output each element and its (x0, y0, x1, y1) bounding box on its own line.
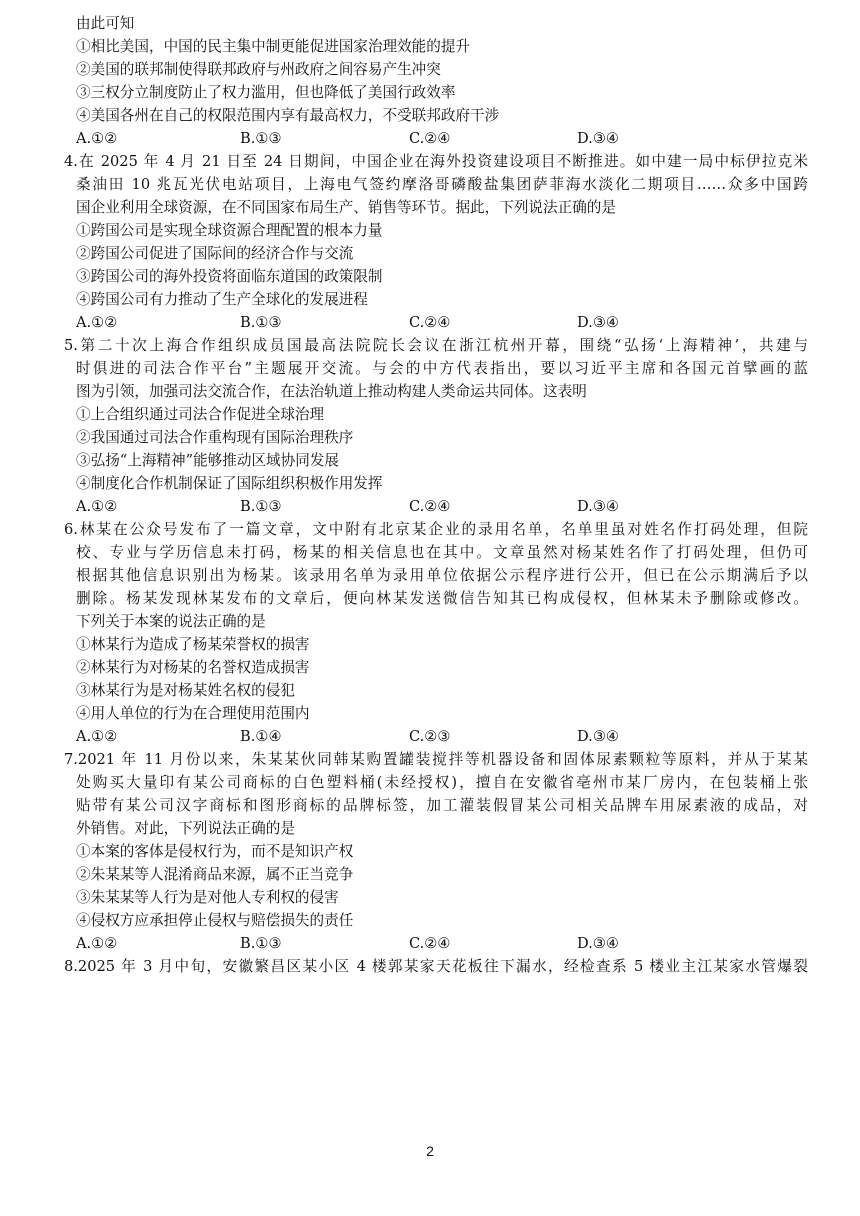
question-6-stem-line: 校、专业与学历信息未打码，杨某的相关信息也在其中。文章虽然对杨某姓名作了打码处理，但仍可 (76, 544, 808, 561)
question-6-item: ②林某行为对杨某的名誉权造成损害 (76, 659, 310, 676)
question-4-stem-line: 桑油田 10 兆瓦光伏电站项目，上海电气签约摩洛哥磷酸盐集团萨菲海水淡化二期项目……众多中国跨 (76, 176, 808, 193)
option-b[interactable]: B.①③ (240, 314, 282, 331)
option-c[interactable]: C.②④ (409, 314, 451, 331)
question-4 (64, 150, 808, 334)
question-4-item: ②跨国公司促进了国际间的经济合作与交流 (76, 245, 354, 262)
option-a[interactable]: A.①② (76, 498, 118, 515)
question-3-intro: 由此可知 (76, 15, 135, 32)
question-7-item: ③朱某某等人行为是对他人专利权的侵害 (76, 889, 339, 906)
question-5-stem-line: 图为引领，加强司法交流合作，在法治轨道上推动构建人类命运共同体。这表明 (76, 383, 587, 400)
question-5-item: ①上合组织通过司法合作促进全球治理 (76, 406, 325, 423)
question-8-stem-line: 8.2025 年 3 月中旬，安徽繁昌区某小区 4 楼郭某家天花板往下漏水，经检查系 5 楼业主江某家水管爆裂 (64, 958, 808, 975)
question-6-item: ④用人单位的行为在合理使用范围内 (76, 705, 310, 722)
question-4-item: ④跨国公司有力推动了生产全球化的发展进程 (76, 291, 368, 308)
page-content (64, 12, 808, 978)
question-8 (64, 955, 808, 978)
option-a[interactable]: A.①② (76, 130, 118, 147)
question-5-stem-line: 时俱进的司法合作平台”主题展开交流。与会的中方代表指出，要以习近平主席和各国元首擘画的蓝 (76, 360, 808, 377)
option-a[interactable]: A.①② (76, 935, 118, 952)
question-7-item: ④侵权方应承担停止侵权与赔偿损失的责任 (76, 912, 354, 929)
question-7-options (64, 932, 808, 955)
option-b[interactable]: B.①④ (240, 728, 282, 745)
option-c[interactable]: C.②④ (409, 935, 451, 952)
option-d[interactable]: D.③④ (577, 314, 619, 331)
option-d[interactable]: D.③④ (577, 130, 619, 147)
option-a[interactable]: A.①② (76, 728, 118, 745)
question-5 (64, 334, 808, 518)
question-7-stem-line: 7.2021 年 11 月份以来，朱某某伙同韩某购置罐装搅拌等机器设备和固体尿素颗粒等原料，并从于某某 (64, 751, 808, 768)
option-b[interactable]: B.①③ (240, 130, 282, 147)
question-6-stem-line: 删除。杨某发现林某发布的文章后，便向林某发送微信告知其已构成侵权，但林某未予删除或修改。 (76, 590, 808, 607)
option-d[interactable]: D.③④ (577, 498, 619, 515)
question-4-item: ③跨国公司的海外投资将面临东道国的政策限制 (76, 268, 383, 285)
question-7-item: ①本案的客体是侵权行为，而不是知识产权 (76, 843, 354, 860)
option-b[interactable]: B.①③ (240, 935, 282, 952)
question-7-item: ②朱某某等人混淆商品来源，属不正当竞争 (76, 866, 354, 883)
option-a[interactable]: A.①② (76, 314, 118, 331)
question-3-options (64, 127, 808, 150)
question-5-item: ③弘扬“上海精神”能够推动区域协同发展 (76, 452, 340, 469)
question-4-stem-line: 国企业利用全球资源，在不同国家布局生产、销售等环节。据此，下列说法正确的是 (76, 199, 616, 216)
question-6-options (64, 725, 808, 748)
question-3-item: ①相比美国，中国的民主集中制更能促进国家治理效能的提升 (76, 38, 471, 55)
option-b[interactable]: B.①③ (240, 498, 282, 515)
question-7-stem-line: 外销售。对此，下列说法正确的是 (76, 820, 295, 837)
question-7 (64, 748, 808, 955)
question-7-stem-line: 处购买大量印有某公司商标的白色塑料桶(未经授权)，擅自在安徽省亳州市某厂房内，在包装桶上张 (76, 774, 808, 791)
question-6-stem-line: 6.林某在公众号发布了一篇文章，文中附有北京某企业的录用名单，名单里虽对姓名作打码处理，但院 (64, 521, 808, 538)
question-5-options (64, 495, 808, 518)
question-5-item: ②我国通过司法合作重构现有国际治理秩序 (76, 429, 354, 446)
question-4-stem-line: 4.在 2025 年 4 月 21 日至 24 日期间，中国企业在海外投资建设项目不断推进。如中建一局中标伊拉克米 (64, 153, 808, 170)
option-c[interactable]: C.②④ (409, 130, 451, 147)
question-3-item: ②美国的联邦制使得联邦政府与州政府之间容易产生冲突 (76, 61, 441, 78)
question-5-item: ④制度化合作机制保证了国际组织积极作用发挥 (76, 475, 383, 492)
question-3-item: ④美国各州在自己的权限范围内享有最高权力，不受联邦政府干涉 (76, 107, 500, 124)
question-5-stem-line: 5.第二十次上海合作组织成员国最高法院院长会议在浙江杭州开幕，围绕“弘扬‘上海精神’，共建与 (64, 337, 808, 354)
option-c[interactable]: C.②③ (409, 728, 451, 745)
option-d[interactable]: D.③④ (577, 935, 619, 952)
question-6-stem-line: 根据其他信息识别出为杨某。该录用名单为录用单位依据公示程序进行公开，但已在公示期满后予以 (76, 567, 808, 584)
option-c[interactable]: C.②④ (409, 498, 451, 515)
question-6 (64, 518, 808, 748)
question-6-item: ①林某行为造成了杨某荣誉权的损害 (76, 636, 310, 653)
question-6-stem-line: 下列关于本案的说法正确的是 (76, 613, 266, 630)
question-3-item: ③三权分立制度防止了权力滥用，但也降低了美国行政效率 (76, 84, 456, 101)
question-4-item: ①跨国公司是实现全球资源合理配置的根本力量 (76, 222, 383, 239)
question-4-options (64, 311, 808, 334)
question-3-continued (64, 12, 808, 150)
page-number: 2 (426, 1143, 434, 1159)
question-7-stem-line: 贴带有某公司汉字商标和图形商标的品牌标签，加工灌装假冒某公司相关品牌车用尿素液的成品，对 (76, 797, 808, 814)
question-6-item: ③林某行为是对杨某姓名权的侵犯 (76, 682, 295, 699)
option-d[interactable]: D.③④ (577, 728, 619, 745)
